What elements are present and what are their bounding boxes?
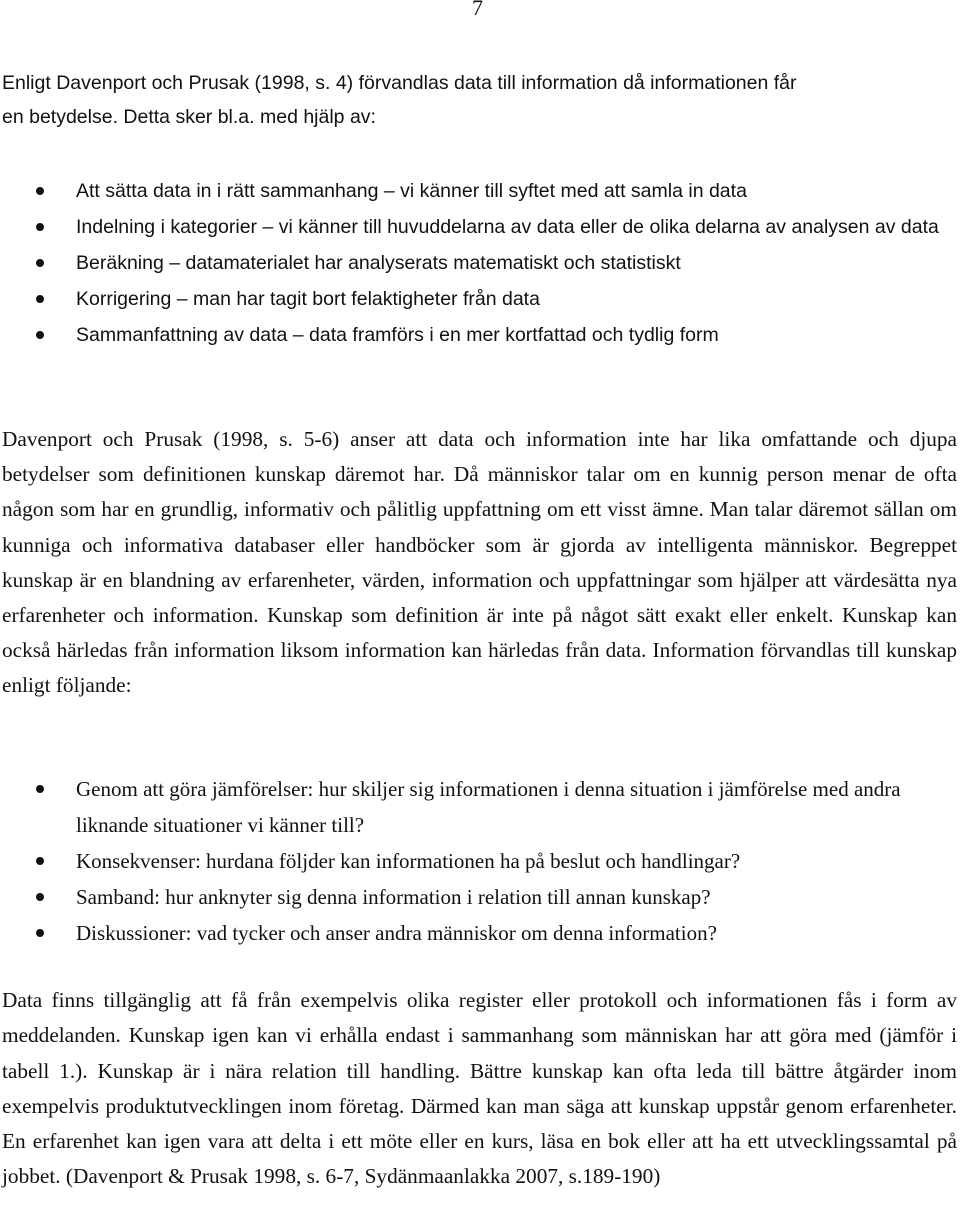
bullet-icon [36,259,44,267]
bullet-icon [36,331,44,339]
list-item-text: Diskussioner: vad tycker och anser andra människor om denna information? [76,921,717,945]
list-item-text: Beräkning – datamaterialet har analyserats matematiskt och statistiskt [76,252,681,274]
bullet-icon [36,857,44,865]
list-item-text: Genom att göra jämförelser: hur skiljer sig informationen i denna situation i jämförelse med andra liknande situationer vi känner till? [76,777,901,837]
list-item-text: Korrigering – man har tagit bort felaktigheter från data [76,288,540,310]
bullet-icon [36,223,44,231]
list-item-text: Att sätta data in i rätt sammanhang – vi känner till syftet med att samla in data [76,180,747,202]
list-item [0,173,958,209]
list-item [0,879,958,915]
list-item [0,281,958,317]
intro-paragraph [2,66,957,134]
body-paragraph-data-sources: Data finns tillgänglig att få från exempelvis olika register eller protokoll och informationen fås i form av meddelanden. Kunskap igen kan vi erhålla endast i sammanhang som människan har att göra med (jämför i tabell 1.). Kunskap är i nära relation till handling. Bättre kunskap kan ofta leda till bättre åtgärder inom exempelvis produktutvecklingen inom företag. Därmed kan man säga att kunskap uppstår genom erfarenheter. En erfarenhet kan igen vara att delta i ett möte eller en kurs, läsa en bok eller att ha ett utvecklingssamtal på jobbet. (Davenport & Prusak 1998, s. 6-7, Sydänmaanlakka 2007, s.189-190) [2,988,957,1189]
list-item-text: Indelning i kategorier – vi känner till huvuddelarna av data eller de olika delarna av analysen av data [76,216,939,238]
list-item [0,245,958,281]
intro-line-2: en betydelse. Detta sker bl.a. med hjälp av: [2,106,376,128]
bullet-icon [36,295,44,303]
bullet-icon [36,929,44,937]
intro-line-1: Enligt Davenport och Prusak (1998, s. 4) förvandlas data till information då informationen får [2,72,797,94]
list-item [0,843,958,879]
bullet-icon [36,785,44,793]
list-item [0,915,958,951]
list-item-text: Sammanfattning av data – data framförs i en mer kortfattad och tydlig form [76,324,719,346]
processing-steps-list [0,173,958,353]
list-item [0,209,958,245]
list-item-text: Konsekvenser: hurdana följder kan informationen ha på beslut och handlingar? [76,849,741,873]
bullet-icon [36,187,44,195]
list-item [0,771,958,843]
list-item-text: Samband: hur anknyter sig denna information i relation till annan kunskap? [76,885,711,909]
page-number: 7 [472,0,483,20]
bullet-icon [36,893,44,901]
body-paragraph-knowledge: Davenport och Prusak (1998, s. 5-6) anser att data och information inte har lika omfattande och djupa betydelser som definitionen kunskap däremot har. Då människor talar om en kunnig person menar de ofta någon som har en grundlig, informativ och pålitlig uppfattning om ett visst ämne. Man talar däremot sällan om kunniga och informativa databaser eller handböcker som är gjorda av intelligenta människor. Begreppet kunskap är en blandning av erfarenheter, värden, information och uppfattningar som hjälper att värdesätta nya erfarenheter och information. Kunskap som definition är inte på något sätt exakt eller enkelt. Kunskap kan också härledas från information liksom information kan härledas från data. Information förvandlas till kunskap enligt följande: [2,427,957,698]
list-item [0,317,958,353]
knowledge-transformation-list [0,771,958,951]
